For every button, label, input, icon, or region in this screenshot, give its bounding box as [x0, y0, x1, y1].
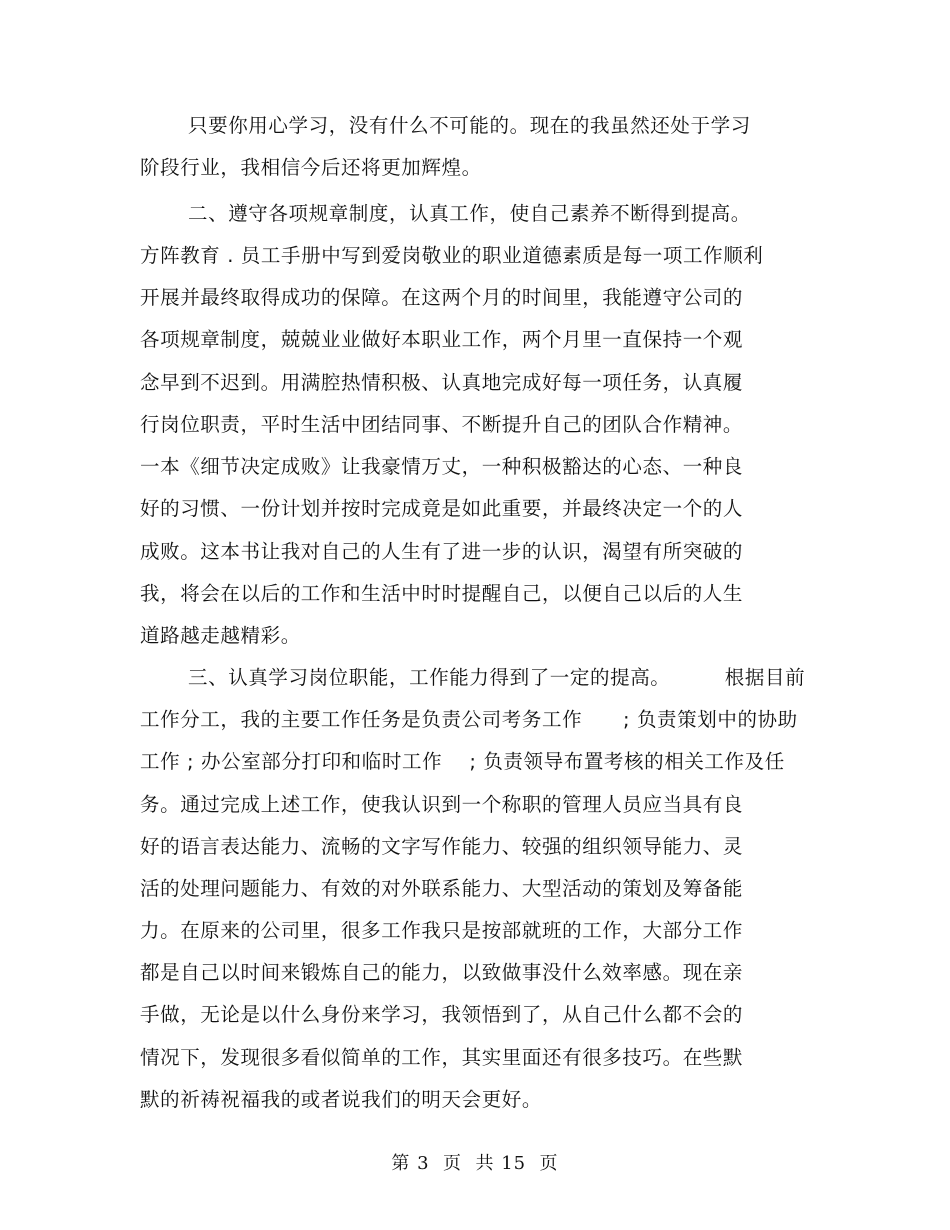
text-line-7: 念早到不迟到。用满腔热情积极、认真地完成好每一项任务，认真履 — [140, 371, 744, 394]
text-line-16: 工作 ; 办公室部分打印和临时工作 ; 负责领导布置考核的相关工作及任 — [140, 750, 785, 773]
text-line-1: 只要你用心学习，没有什么不可能的。现在的我虽然还处于学习 — [188, 114, 751, 137]
text-line-12: 我，将会在以后的工作和生活中时时提醒自己，以便自己以后的人生 — [140, 582, 744, 605]
text-line-23: 情况下，发现很多看似简单的工作，其实里面还有很多技巧。在些默 — [140, 1046, 744, 1069]
text-line-21: 都是自己以时间来锻炼自己的能力，以致做事没什么效率感。现在亲 — [140, 961, 744, 984]
text-line-20: 力。在原来的公司里，很多工作我只是按部就班的工作，大部分工作 — [140, 919, 744, 942]
text-line-4: 方阵教育 . 员工手册中写到爱岗敬业的职业道德素质是每一项工作顺利 — [140, 244, 764, 267]
text-line-11: 成败。这本书让我对自己的人生有了进一步的认识，渴望有所突破的 — [140, 540, 744, 563]
text-line-18: 好的语言表达能力、流畅的文字写作能力、较强的组织领导能力、灵 — [140, 835, 744, 858]
text-line-9: 一本《细节决定成败》让我豪情万丈，一种积极豁达的心态、一种良 — [140, 455, 744, 478]
text-line-19: 活的处理问题能力、有效的对外联系能力、大型活动的策划及筹备能 — [140, 877, 744, 900]
text-line-5: 开展并最终取得成功的保障。在这两个月的时间里，我能遵守公司的 — [140, 286, 744, 309]
text-line-10: 好的习惯、一份计划并按时完成竟是如此重要，并最终决定一个的人 — [140, 497, 744, 520]
text-line-17: 务。通过完成上述工作，使我认识到一个称职的管理人员应当具有良 — [140, 793, 744, 816]
text-line-13: 道路越走越精彩。 — [140, 624, 301, 647]
text-line-15: 工作分工，我的主要工作任务是负责公司考务工作 ; 负责策划中的协助 — [140, 708, 798, 731]
text-line-2: 阶段行业，我相信今后还将更加辉煌。 — [140, 156, 482, 179]
text-line-8: 行岗位职责，平时生活中团结同事、不断提升自己的团队合作精神。 — [140, 413, 744, 436]
text-line-24: 默的祈祷祝福我的或者说我们的明天会更好。 — [140, 1088, 543, 1111]
text-line-14: 三、认真学习岗位职能，工作能力得到了一定的提高。 根据目前 — [188, 666, 806, 689]
page-footer: 第 3 页 共 15 页 — [391, 1153, 559, 1174]
text-line-3: 二、遵守各项规章制度，认真工作，使自己素养不断得到提高。 — [188, 202, 751, 225]
text-line-22: 手做，无论是以什么身份来学习，我领悟到了，从自己什么都不会的 — [140, 1003, 744, 1026]
text-line-6: 各项规章制度，兢兢业业做好本职业工作，两个月里一直保持一个观 — [140, 328, 744, 351]
